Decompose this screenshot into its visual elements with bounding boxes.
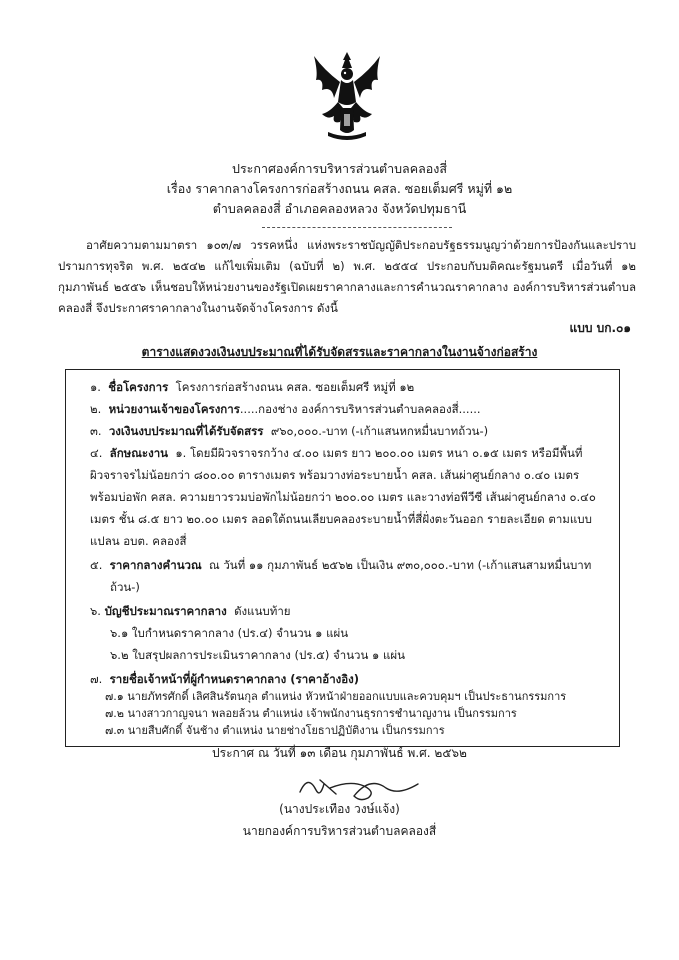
signer-position: นายกองค์การบริหารส่วนตำบลคลองสี่ — [242, 824, 437, 838]
header-divider — [262, 227, 452, 228]
item-official-1: ๗.๑ นายภัทรศักดิ์ เลิศสินรัตนกุล ตำแหน่ง หัวหน้าฝ่ายออกแบบและควบคุมฯ เป็นประธานกรรมการ — [105, 690, 567, 703]
announcement-heading: ประกาศองค์การบริหารส่วนตำบลคลองสี่ — [232, 161, 447, 176]
item-budget: ๓. วงเงินงบประมาณที่ได้รับจัดสรร ๙๖๐,๐๐๐.-บาท (-เก้าแสนหกหมื่นบาทถ้วน-) — [90, 424, 489, 438]
signature — [290, 770, 430, 804]
item-median-price-line2: ถ้วน-) — [110, 580, 140, 594]
announcement-date: ประกาศ ณ วันที่ ๑๓ เดือน กุมภาพันธ์ พ.ศ. ๒๕๖๒ — [212, 746, 467, 760]
item-work-type-line5: แปลน อบต. คลองสี่ — [90, 534, 187, 548]
signer-name: (นางประเทือง วงษ์แจ้ง) — [279, 802, 400, 816]
item-work-type-line4: เมตร ชั้น ๘.๕ ยาว ๒๐.๐๐ เมตร ลอดใต้ถนนเลียบคลองระบายน้ำที่สี่ฝั่งตะวันออก รายละเอียด ตามแบบ — [90, 512, 592, 526]
item-owner-unit: ๒. หน่วยงานเจ้าของโครงการ.....กองช่าง องค์การบริหารส่วนตำบลคลองสี่...... — [90, 402, 481, 416]
table-title: ตารางแสดงวงเงินงบประมาณที่ได้รับจัดสรรและราคากลางในงานจ้างก่อสร้าง — [141, 345, 538, 359]
announcement-location: ตำบลคลองสี่ อำเภอคลองหลวง จังหวัดปทุมธานี — [212, 201, 467, 216]
item-work-type-line2: ผิวจราจรไม่น้อยกว่า ๘๐๐.๐๐ ตารางเมตร พร้อมวางท่อระบายน้ำ คสล. เส้นผ่าศูนย์กลาง ๐.๔๐ เมตร — [90, 468, 580, 482]
item-price-list: ๖. บัญชีประมาณราคากลาง ดังแนบท้าย — [90, 604, 291, 618]
announcement-subject: เรื่อง ราคากลางโครงการก่อสร้างถนน คสล. ซอยเต็มศรี หมู่ที่ ๑๒ — [166, 181, 513, 196]
item-official-2: ๗.๒ นางสาวกาญจนา พลอยล้วน ตำแหน่ง เจ้าพนักงานธุรการชำนาญงาน เป็นกรรมการ — [105, 707, 517, 720]
item-officials: ๗. รายชื่อเจ้าหน้าที่ผู้กำหนดราคากลาง (ราคาอ้างอิง) — [90, 672, 360, 686]
item-price-list-sub2: ๖.๒ ใบสรุปผลการประเมินราคากลาง (ปร.๕) จำนวน ๑ แผ่น — [110, 648, 405, 662]
item-work-type-line3: พร้อมบ่อพัก คสล. ความยาวรวมบ่อพักไม่น้อยกว่า ๒๐๐.๐๐ เมตร และวางท่อพีวีซี เส้นผ่าศูนย์กลาง ๐.๔๐ — [90, 490, 596, 504]
item-median-price: ๕. ราคากลางคำนวณ ณ วันที่ ๑๑ กุมภาพันธ์ ๒๕๖๒ เป็นเงิน ๙๓๐,๐๐๐.-บาท (-เก้าแสนสามหมื่นบาท — [90, 558, 592, 572]
item-project-name: ๑. ชื่อโครงการ โครงการก่อสร้างถนน คสล. ซอยเต็มศรี หมู่ที่ ๑๒ — [90, 380, 415, 394]
item-official-3: ๗.๓ นายสืบศักดิ์ จันช้าง ตำแหน่ง นายช่างโยธาปฏิบัติงาน เป็นกรรมการ — [105, 724, 445, 737]
intro-paragraph: อาศัยความตามมาตรา ๑๐๓/๗ วรรคหนึ่ง แห่งพระราชบัญญัติประกอบรัฐธรรมนูญว่าด้วยการป้องกันและปราบปรามการทุจริต พ.ศ. ๒๕๔๒ แก้ไขเพิ่มเติม (ฉบับที่ ๒) พ.ศ. ๒๕๕๔ ประกอบกับมติคณะรัฐมนตรี เมื่อวันที่ ๑๒ กุมภาพันธ์ ๒๕๕๖ เห็นชอบให้หน่วยงานของรัฐเปิดเผยราคากลางและการคำนวณราคากลาง องค์การบริหารส่วนตำบลคลองสี่ จึงประกาศราคากลางในงานจัดจ้างโครงการ ดังนี้ — [58, 238, 636, 315]
item-price-list-sub1: ๖.๑ ใบกำหนดราคากลาง (ปร.๔) จำนวน ๑ แผ่น — [110, 626, 349, 640]
form-code: แบบ บก.๐๑ — [569, 321, 631, 335]
item-work-type: ๔. ลักษณะงาน ๑. โดยมีผิวจราจรกว้าง ๔.๐๐ เมตร ยาว ๒๐๐.๐๐ เมตร หนา ๐.๑๕ เมตร หรือมีพื้นที่ — [90, 446, 583, 460]
garuda-emblem-icon — [310, 50, 384, 146]
